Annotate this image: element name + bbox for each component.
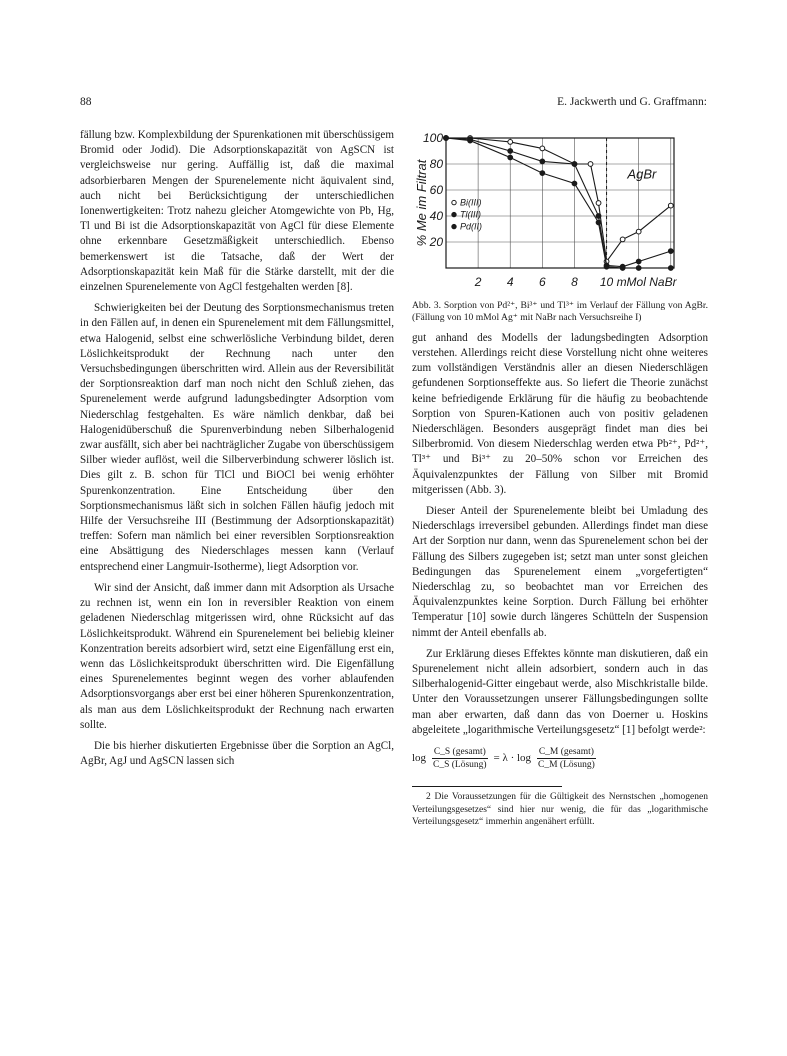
data-point: [540, 171, 545, 176]
footnote: 2 Die Voraussetzungen für die Gültigkeit des Nernstschen „homogenen Verteilungsgesetzes“ sind hier nur wenig, die für das „logarithmische Verteilungsgesetz“ immerhin angenähert erfüllt.: [412, 792, 708, 827]
data-point: [596, 214, 601, 219]
figure-caption: Abb. 3. Sorption von Pd²⁺, Bi³⁺ und Tl³⁺ im Verlauf der Fällung von AgBr. (Fällung von 10 mMol Ag⁺ mit NaBr nach Versuchsreihe I): [412, 300, 708, 324]
data-point: [668, 249, 673, 254]
data-point: [572, 181, 577, 186]
data-point: [508, 149, 513, 154]
data-point: [540, 159, 545, 164]
x-tick-label: 8: [571, 275, 578, 289]
formula-fraction-m: [537, 746, 596, 771]
legend-label: Bi(III): [460, 197, 482, 208]
formula-numerator: C_M (gesamt): [538, 747, 594, 758]
data-point: [636, 259, 641, 264]
y-tick-label: 100: [422, 131, 443, 145]
data-point: [468, 138, 473, 143]
y-tick-label: 60: [429, 183, 443, 197]
data-point: [444, 136, 449, 141]
legend-label: Pd(II): [460, 221, 483, 232]
data-point: [508, 140, 513, 145]
data-point: [540, 146, 545, 151]
legend-label: Tl(III): [460, 209, 481, 220]
paragraph: Wir sind der Ansicht, daß immer dann mit Adsorption als Ursache zu rechnen ist, wenn ein Ion in reversibler Reaktion von einem geladenen Niederschlag mitgerissen wird, ohne Rücksicht auf das Löslichkeitsprodukt. Während ein Spurenelement bei beliebig kleiner Konzentration bereits adsorbiert wird, setzt eine Eigenfällung erst ein, wenn das Löslichkeitsprodukt überschritten wird. Die Eigenfällung eines Spurenelementes beginnt wegen des vorher ablaufenden Adsorptionsvorgangs aber erst bei einer höheren Spurenkonzentration, als man aus dem Löslichkeitsprodukt der Rechnung nach erwarten sollte.: [80, 581, 394, 731]
paragraph: gut anhand des Modells der ladungsbedingten Adsorption verstehen. Allerdings reicht diese Vorstellung nicht ohne weiteres zum vollständigen Verständnis aller an diesen Niederschlägen gefundenen Sorptionseffekte aus. So liefert die Theorie zunächst keine befriedigende Erklärung für die häufig zu beobachtende Sorption von Spuren-Kationen auch von positiv geladenen Niederschlägen. Besonders ausgeprägt findet man dies bei Silberbromid. Von diesem Niederschlag werden etwa Pb²⁺, Pd²⁺, Tl³⁺ und Bi³⁺ zu 20–50% schon vor Erreichen des Äquivalenzpunktes der Fällung von Silber mit Bromid mitgerissen (Abb. 3).: [412, 331, 708, 496]
formula-log: log: [517, 752, 532, 765]
formula-denominator: C_S (Lösung): [433, 760, 487, 771]
y-axis-label: % Me im Filtrat: [414, 159, 429, 247]
data-point: [668, 266, 673, 271]
paragraph: Die bis hierher diskutierten Ergebnisse über die Sorption an AgCl, AgBr, AgJ und AgSCN lassen sich: [80, 739, 394, 768]
y-tick-label: 80: [429, 157, 443, 171]
footnote-rule: [412, 786, 562, 787]
x-tick-label: 4: [506, 275, 514, 289]
formula-log: log: [412, 752, 427, 765]
data-point: [596, 220, 601, 225]
x-tick-label: 2: [474, 275, 482, 289]
data-point: [668, 203, 673, 208]
paragraph: Dieser Anteil der Spurenelemente bleibt bei Umladung des Niederschlags irreversibel gebunden. Allerdings findet man diese Art der Sorption nur dann, wenn das Spurenelement schon bei der Fällung des Silbers zugegeben ist; setzt man unter sonst gleichen Bedingungen das Spurenelement einem „vorgefertigten“ Niederschlag zu, so beobachtet man vor Erreichen des Äquivalenzpunktes keine Sorption. Durch Fällung bei erhöhter Temperatur [10] sowie durch längeres Schütteln der Suspension nimmt der Anteil ebenfalls ab.: [412, 505, 708, 639]
data-point: [508, 155, 513, 160]
x-tick-label: 6: [538, 275, 546, 289]
data-point: [620, 266, 625, 271]
x-tick-label: 10: [599, 275, 614, 289]
sorption-figure: [412, 128, 702, 296]
data-point: [572, 162, 577, 167]
formula-equals: = λ ·: [493, 752, 515, 765]
distribution-law-formula: [412, 746, 708, 776]
data-point: [636, 266, 641, 271]
chart-annotation: AgBr: [627, 166, 657, 182]
data-point: [604, 264, 609, 269]
data-point: [596, 201, 601, 206]
paragraph: Schwierigkeiten bei der Deutung des Sorptionsmechanismus treten in den Fällen auf, in denen ein Spurenelement mit dem Fällungsmittel, etwa Halogenid, selbst eine schwerlösliche Verbindung bildet, deren Löslichkeitsprodukt der Rechnung nach unter den Versuchsbedingungen überschritten wird. Allein aus der Reversibilität der Sorptionsreaktion darf man noch nicht den Schluß ziehen, das Spurenelement werde aufgrund ladungsbedingter Adsorption vom Niederschlag festgehalten. Es wäre nämlich denkbar, daß bei Halogenidüberschuß die Spurenverbindung neben Silberhalogenid zwar ausfällt, sich aber bei nachträglicher Zugabe von überschüssigem Silber wieder auflöst, weil die Silberverbindung schwerer löslich ist. Dies gilt z. B. schon für TlCl und BiOCl bei wenig erhöhter Spurenkonzentration. Eine Entscheidung über den Sorptionsmechanismus läßt sich in solchen Fällen häufig jedoch mit Hilfe der Versuchsreihe III (Bestimmung der Adsorptionskapazität) treffen: Sofern man nämlich bei einer reversiblen Sorptionsreaktion eine Absättigung des Niederschlages messen kann (Verlauf entsprechend einer Langmuir-Isotherme), liegt Adsorption vor.: [80, 302, 394, 573]
right-column: [412, 128, 708, 828]
sorption-chart: [412, 128, 702, 296]
data-point: [588, 162, 593, 167]
formula-denominator: C_M (Lösung): [538, 760, 595, 771]
data-point: [620, 237, 625, 242]
running-authors: E. Jackwerth und G. Graffmann:: [557, 96, 707, 108]
legend-marker: [452, 224, 456, 228]
y-tick-label: 20: [429, 235, 443, 249]
formula-numerator: C_S (gesamt): [433, 747, 486, 758]
paragraph: fällung bzw. Komplexbildung der Spurenkationen mit überschüssigem Bromid oder Jodid). Die Adsorptionskapazität von AgSCN ist vergleichsweise nur gering. Auffällig ist, daß die maximal adsorbierbaren Mengen der Spurenelemente nicht äquivalent sind, auch nicht bei Berücksichtigung der unterschiedlichen Ionenwertigkeiten: Trotz nahezu gleicher Atomgewichte von Pb, Hg, Tl und Bi ist die Adsorptionskapazität von AgCl für diese Elemente ohne erkennbare Gesetzmäßigkeit unterschiedlich. Ebenso bemerkenswert ist die Tatsache, daß der Wert der Adsorptionskapazität kein Maß für die Stärke darstellt, mit der die einzelnen Spurenelemente von AgCl festgehalten werden [8].: [80, 129, 394, 294]
running-header: [80, 96, 707, 112]
left-column: [80, 128, 394, 769]
data-point: [636, 229, 641, 234]
paragraph: Zur Erklärung dieses Effektes könnte man diskutieren, daß ein Spurenelement nicht allein adsorbiert, sondern auch in das Silberhalogenid-Gitter eingebaut werde, also Mischkristalle bilde. Unter den Voraussetzungen unserer Fällungsbedingungen sollte man aber erwarten, daß dann das von Doerner u. Hoskins abgeleitete „logarithmische Verteilungsgesetz“ [1] befolgt werde²:: [412, 647, 708, 736]
formula-fraction-s: [432, 746, 488, 771]
legend-marker: [452, 200, 456, 204]
y-tick-label: 40: [429, 209, 443, 223]
x-axis-label: mMol NaBr: [616, 275, 677, 289]
page-number: 88: [80, 96, 92, 108]
legend-marker: [452, 212, 456, 216]
